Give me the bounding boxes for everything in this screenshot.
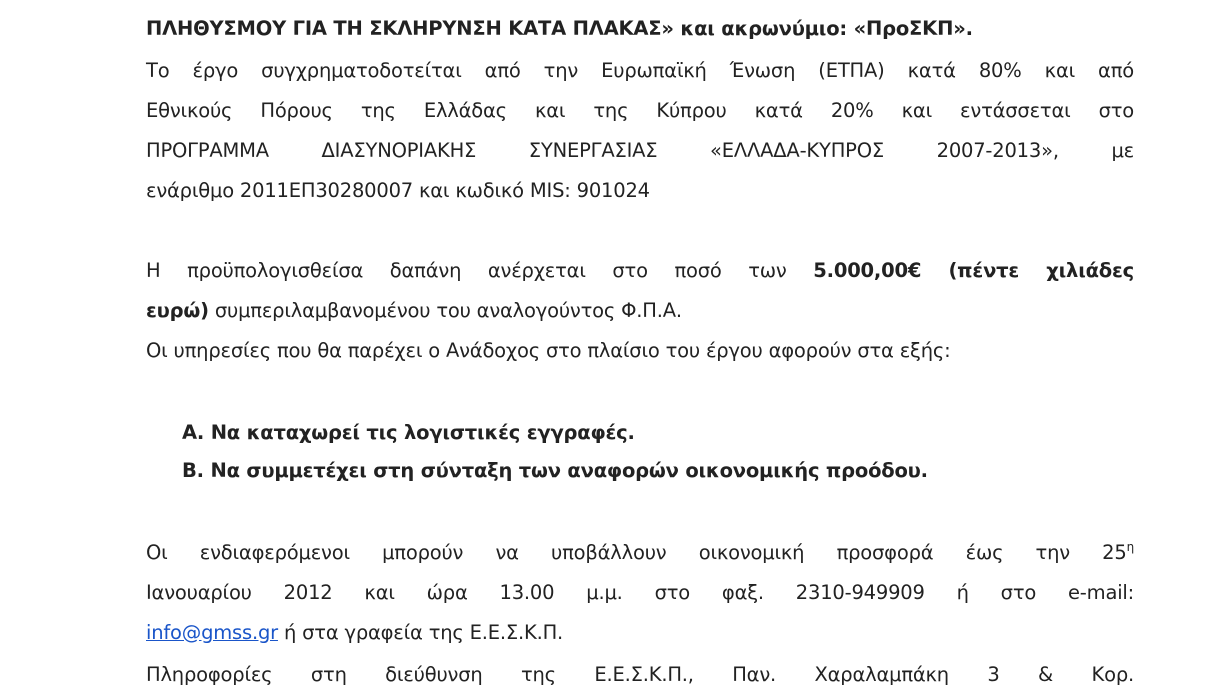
budget-vat-text: συμπεριλαμβανομένου του αναλογούντος Φ.Π.Α. [208, 299, 682, 322]
budget-amount-end: ευρώ) [146, 299, 209, 322]
document-page [146, 0, 1134, 691]
submission-text: Οι ενδιαφερόμενοι μπορούν να υποβάλλουν οικονομική προσφορά έως την 25 [146, 541, 1127, 564]
budget-amount: 5.000,00€ (πέντε χιλιάδες [813, 259, 1134, 282]
email-link[interactable]: info@gmss.gr [146, 621, 278, 644]
date-ordinal-sup: η [1126, 540, 1134, 554]
budget-line-1 [146, 256, 1134, 286]
funding-line-1: Το έργο συγχρηματοδοτείται από την Ευρωπαϊκή Ένωση (ΕΤΠΑ) κατά 80% και από [146, 59, 1134, 82]
submission-line-2: Ιανουαρίου 2012 και ώρα 13.00 μ.μ. στο φαξ. 2310-949909 ή στο e-mail: [146, 581, 1134, 604]
services-intro: Οι υπηρεσίες που θα παρέχει ο Ανάδοχος στο πλαίσιο του έργου αφορούν στα εξής: [146, 339, 951, 362]
info-line: Πληροφορίες στη διεύθυνση της Ε.Ε.Σ.Κ.Π., Παν. Χαραλαμπάκη 3 & Κορ. [146, 663, 1134, 686]
submission-office-text: ή στα γραφεία της Ε.Ε.Σ.Κ.Π. [277, 621, 564, 644]
intro-line: ΠΛΗΘΥΣΜΟΥ ΓΙΑ ΤΗ ΣΚΛΗΡΥΝΣΗ ΚΑΤΑ ΠΛΑΚΑΣ» και ακρωνύμιο: «ΠροΣΚΠ». [146, 17, 973, 40]
budget-text: Η προϋπολογισθείσα δαπάνη ανέρχεται στο ποσό των [146, 259, 814, 282]
service-item-a: Α. Να καταχωρεί τις λογιστικές εγγραφές. [182, 421, 635, 444]
submission-line-3 [146, 618, 563, 648]
funding-line-4: ενάριθμο 2011ΕΠ30280007 και κωδικό MIS: 901024 [146, 179, 650, 202]
funding-line-2: Εθνικούς Πόρους της Ελλάδας και της Κύπρου κατά 20% και εντάσσεται στο [146, 99, 1134, 122]
budget-line-2 [146, 296, 682, 326]
service-item-b: Β. Να συμμετέχει στη σύνταξη των αναφορών οικονομικής προόδου. [182, 459, 928, 482]
submission-line-1 [146, 538, 1134, 568]
funding-line-3: ΠΡΟΓΡΑΜΜΑ ΔΙΑΣΥΝΟΡΙΑΚΗΣ ΣΥΝΕΡΓΑΣΙΑΣ «ΕΛΛΑΔΑ-ΚΥΠΡΟΣ 2007-2013», με [146, 139, 1134, 162]
